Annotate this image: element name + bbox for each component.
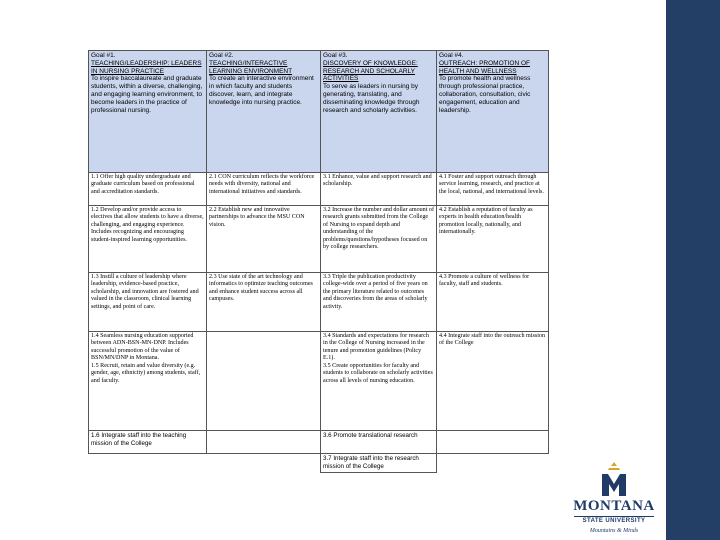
- logo-tagline: Mountains & Minds: [589, 528, 639, 534]
- objective-1-5: 1.5 Recruit, retain and value diversity (e.g. gender, age, ethnicity) among students, staff, and faculty.: [91, 362, 201, 384]
- objective-cell: [89, 431, 207, 454]
- objective-4-4: 4.4 Integrate staff into the outreach mission of the College: [439, 333, 545, 347]
- objective-cell: [437, 431, 549, 454]
- objective-cell: [89, 206, 207, 273]
- objective-cell: [437, 273, 549, 332]
- goal-number: Goal #1.: [91, 52, 116, 59]
- objective-cell: [437, 332, 549, 431]
- goal-title: TEACHING/INTERACTIVE LEARNING ENVIRONMENT: [209, 59, 293, 75]
- objective-cell: [437, 173, 549, 206]
- goal-number: Goal #2.: [209, 52, 234, 59]
- empty-cell: [207, 454, 321, 473]
- objectives-row: [89, 332, 549, 431]
- objectives-row: [89, 206, 549, 273]
- logo-divider: [574, 516, 654, 517]
- goal-1-header: [89, 51, 207, 173]
- objective-4-1: 4.1 Foster and support outreach through service learning, research, and practice at the local, national, and international levels.: [439, 174, 544, 195]
- objective-cell: [207, 431, 321, 454]
- goal-description: To create an interactive environment in which faculty and students discover, learn, and integrate knowledge into nursing practice.: [209, 75, 314, 106]
- objective-cell: [321, 206, 437, 273]
- strategic-goals-table: [88, 50, 549, 473]
- objective-1-3: 1.3 Instill a culture of leadership where leadership, evidence-based practice, scholarship, and innovation are fostered and valued in the classroom, clinical learning settings, and point of care.: [91, 274, 199, 310]
- goal-4-header: [437, 51, 549, 173]
- objective-1-1: 1.1 Offer high quality undergraduate and graduate curriculum based on professional and accreditation standards.: [91, 174, 195, 195]
- objective-cell: [321, 454, 437, 473]
- goal-title: OUTREACH: PROMOTION OF HEALTH AND WELLNESS: [439, 59, 530, 75]
- goals-header-row: [89, 51, 549, 173]
- objective-1-4: 1.4 Seamless nursing education supported between ADN-BSN-MN-DNP. Includes successful promotion of the value of BSN/MN/DNP in Montana.: [91, 333, 194, 362]
- objective-3-7: 3.7 Integrate staff into the research mission of the College: [323, 455, 419, 470]
- msu-logo: [566, 462, 662, 536]
- goal-number: Goal #4.: [439, 52, 464, 59]
- objective-cell: [321, 273, 437, 332]
- goal-description: To serve as leaders in nursing by generating, translating, and disseminating knowledge through research and scholarly activities.: [323, 83, 420, 114]
- mountain-m-icon: [600, 462, 628, 496]
- objectives-row: [89, 431, 549, 454]
- objectives-row: [89, 173, 549, 206]
- objective-cell: [89, 273, 207, 332]
- decorative-sidebar: [666, 0, 720, 540]
- objective-cell: [321, 332, 437, 431]
- goal-title: TEACHING/LEADERSHIP: LEADERS IN NURSING PRACTICE: [91, 59, 202, 75]
- objective-cell: [89, 173, 207, 206]
- objective-cell: [207, 173, 321, 206]
- objective-2-1: 2.1 CON curriculum reflects the workforce needs with diversity, national and international initiatives and standards.: [209, 174, 315, 195]
- objective-2-3: 2.3 Use state of the art technology and informatics to optimize teaching outcomes and enhance student success across all campuses.: [209, 274, 313, 303]
- goal-3-header: [321, 51, 437, 173]
- objective-3-3: 3.3 Triple the publication productivity college-wide over a period of five years on the primary literature related to outcomes and discoveries from the areas of scholarly activity.: [323, 274, 428, 310]
- objective-cell: [207, 206, 321, 273]
- objective-cell: [207, 273, 321, 332]
- objective-3-4: 3.4 Standards and expectations for research in the College of Nursing increased in the tenure and promotion guidelines (Policy E.1).: [323, 333, 429, 362]
- objective-1-2: 1.2 Develop and/or provide access to electives that allow students to have a diverse, challenging, and engaging experience. Includes recognizing and encouraging student-inspired learning opportunities.: [91, 207, 204, 243]
- objective-3-6: 3.6 Promote translational research: [323, 432, 418, 439]
- objective-cell: [207, 332, 321, 431]
- objectives-row: [89, 454, 549, 473]
- objective-4-2: 4.2 Establish a reputation of faculty as experts in health education/health promotion locally, nationally, and internationally.: [439, 207, 533, 236]
- objective-4-3: 4.3 Promote a culture of wellness for faculty, staff and students.: [439, 274, 530, 288]
- goal-description: To inspire baccalaureate and graduate students, within a diverse, challenging, and engaging learning environment, to become leaders in the practice of professional nursing.: [91, 75, 203, 114]
- objective-2-2: 2.2 Establish new and innovative partnerships to advance the MSU CON vision.: [209, 207, 305, 228]
- objective-cell: [321, 431, 437, 454]
- objectives-row: [89, 273, 549, 332]
- goal-2-header: [207, 51, 321, 173]
- objective-3-2: 3.2 Increase the number and dollar amount of research grants submitted from the College of Nursing to expand depth and understanding of the problems/questions/hypotheses focused on by college researchers.: [323, 207, 435, 251]
- goal-number: Goal #3.: [323, 52, 348, 59]
- goal-title: DISCOVERY OF KNOWLEDGE: RESEARCH AND SCHOLARLY ACTIVITIES: [323, 59, 418, 83]
- objective-3-1: 3.1 Enhance, value and support research and scholarship.: [323, 174, 432, 188]
- objective-cell: [437, 206, 549, 273]
- objective-cell: [89, 332, 207, 431]
- empty-cell: [437, 454, 549, 473]
- objective-1-6: 1.6 Integrate staff into the teaching mission of the College: [91, 432, 187, 447]
- objective-3-5: 3.5 Create opportunities for faculty and students to collaborate on scholarly activities across all levels of nursing education.: [323, 362, 433, 384]
- logo-subtitle: STATE UNIVERSITY: [582, 518, 646, 524]
- objective-cell: [321, 173, 437, 206]
- logo-name: MONTANA: [573, 498, 655, 514]
- empty-cell: [89, 454, 207, 473]
- goal-description: To promote health and wellness through professional practice, collaboration, consultation, civic engagement, education and leadership.: [439, 75, 531, 114]
